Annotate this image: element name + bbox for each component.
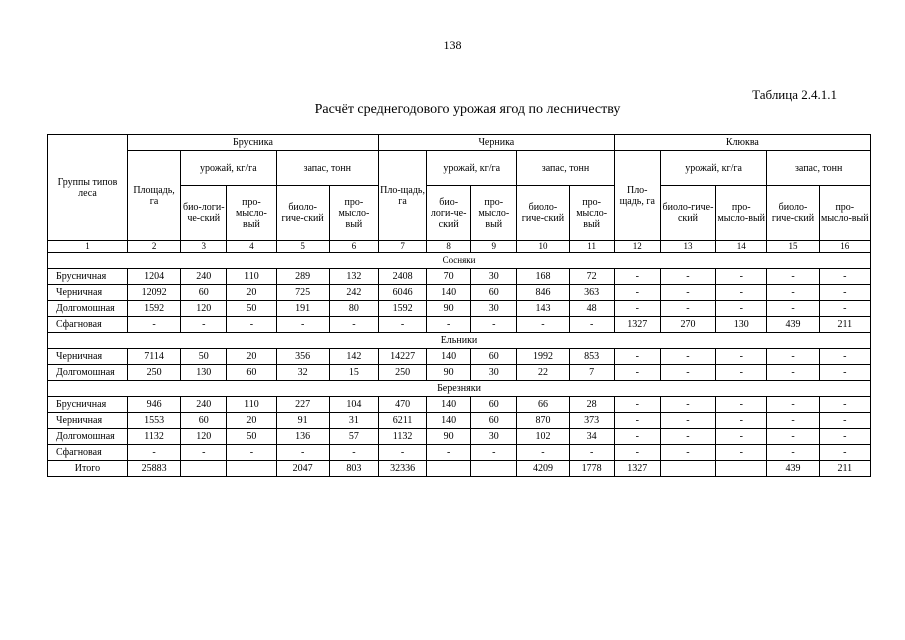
value-cell: - — [614, 269, 660, 285]
value-cell: 104 — [329, 397, 378, 413]
value-cell: 168 — [517, 269, 569, 285]
area-header: Пло-щадь, га — [378, 151, 426, 241]
header-berry-lingonberry: Брусника — [127, 135, 378, 151]
value-cell: 50 — [181, 349, 227, 365]
value-cell: - — [427, 317, 471, 333]
value-cell: 140 — [427, 413, 471, 429]
value-cell: - — [614, 301, 660, 317]
value-cell: 30 — [471, 301, 517, 317]
value-cell: 30 — [471, 269, 517, 285]
value-cell: - — [517, 317, 569, 333]
page-number: 138 — [443, 38, 462, 52]
value-cell: 34 — [569, 429, 614, 445]
section-title: Ельники — [48, 333, 871, 349]
table-row — [48, 349, 871, 365]
forest-type-cell: Долгомошная — [48, 365, 128, 381]
value-cell: 130 — [716, 317, 767, 333]
value-cell: 1553 — [127, 413, 180, 429]
value-cell: - — [716, 349, 767, 365]
value-cell: - — [329, 317, 378, 333]
value-cell: 211 — [819, 461, 870, 477]
value-cell: 25883 — [127, 461, 180, 477]
forest-type-cell: Черничная — [48, 349, 128, 365]
value-cell: - — [227, 445, 276, 461]
value-cell: - — [569, 317, 614, 333]
value-cell: 90 — [427, 365, 471, 381]
value-cell: 32 — [276, 365, 329, 381]
value-cell: 1592 — [378, 301, 426, 317]
column-number: 2 — [127, 241, 180, 253]
value-cell: - — [127, 317, 180, 333]
value-cell: 120 — [181, 301, 227, 317]
column-number: 8 — [427, 241, 471, 253]
value-cell: 30 — [471, 365, 517, 381]
section-row — [48, 381, 871, 397]
ind-stock-header: про-мысло-вый — [329, 186, 378, 241]
value-cell — [660, 461, 715, 477]
value-cell: - — [819, 429, 870, 445]
value-cell — [471, 461, 517, 477]
value-cell: 90 — [427, 301, 471, 317]
value-cell: - — [767, 413, 819, 429]
value-cell: - — [614, 413, 660, 429]
bio-yield-header: биоло-гиче-ский — [660, 186, 715, 241]
value-cell: - — [614, 397, 660, 413]
value-cell: 725 — [276, 285, 329, 301]
value-cell: 15 — [329, 365, 378, 381]
bio-stock-header: биоло-гиче-ский — [767, 186, 819, 241]
value-cell: - — [819, 285, 870, 301]
value-cell: 132 — [329, 269, 378, 285]
forest-type-cell: Долгомошная — [48, 301, 128, 317]
value-cell: - — [569, 445, 614, 461]
value-cell: - — [471, 445, 517, 461]
value-cell: 270 — [660, 317, 715, 333]
area-header: Площадь, га — [127, 151, 180, 241]
value-cell: 4209 — [517, 461, 569, 477]
value-cell: - — [767, 429, 819, 445]
value-cell: - — [660, 445, 715, 461]
value-cell: - — [767, 397, 819, 413]
value-cell: 91 — [276, 413, 329, 429]
yield-header: урожай, кг/га — [427, 151, 517, 186]
value-cell: 846 — [517, 285, 569, 301]
value-cell: - — [767, 285, 819, 301]
value-cell: 6211 — [378, 413, 426, 429]
value-cell: 1592 — [127, 301, 180, 317]
value-cell: - — [716, 413, 767, 429]
value-cell: - — [716, 429, 767, 445]
column-number: 12 — [614, 241, 660, 253]
table-row — [48, 301, 871, 317]
value-cell: - — [471, 317, 517, 333]
value-cell: 72 — [569, 269, 614, 285]
value-cell — [227, 461, 276, 477]
value-cell: - — [378, 445, 426, 461]
column-number: 4 — [227, 241, 276, 253]
group-header: Группы типов леса — [48, 135, 128, 241]
column-number: 14 — [716, 241, 767, 253]
value-cell: - — [378, 317, 426, 333]
value-cell: 31 — [329, 413, 378, 429]
column-number: 6 — [329, 241, 378, 253]
value-cell: 60 — [471, 349, 517, 365]
value-cell: - — [660, 301, 715, 317]
value-cell: 240 — [181, 397, 227, 413]
value-cell: - — [614, 349, 660, 365]
value-cell: - — [716, 445, 767, 461]
value-cell: 1992 — [517, 349, 569, 365]
value-cell: 12092 — [127, 285, 180, 301]
section-title: Сосняки — [48, 253, 871, 269]
value-cell: - — [819, 349, 870, 365]
column-number: 13 — [660, 241, 715, 253]
header-berry-cranberry: Клюква — [614, 135, 870, 151]
table-row — [48, 397, 871, 413]
value-cell: - — [819, 365, 870, 381]
table-row — [48, 269, 871, 285]
value-cell: 28 — [569, 397, 614, 413]
ind-yield-header: про-мысло-вый — [716, 186, 767, 241]
value-cell: 22 — [517, 365, 569, 381]
value-cell: 102 — [517, 429, 569, 445]
value-cell: 60 — [181, 285, 227, 301]
value-cell: 140 — [427, 285, 471, 301]
value-cell: - — [819, 413, 870, 429]
value-cell: 227 — [276, 397, 329, 413]
ind-stock-header: про-мысло-вый — [819, 186, 870, 241]
value-cell: 48 — [569, 301, 614, 317]
value-cell: - — [716, 269, 767, 285]
table-row — [48, 285, 871, 301]
section-title: Березняки — [48, 381, 871, 397]
yield-header: урожай, кг/га — [181, 151, 276, 186]
value-cell: 470 — [378, 397, 426, 413]
value-cell: - — [767, 445, 819, 461]
value-cell: 439 — [767, 461, 819, 477]
table-title: Расчёт среднегодового урожая ягод по лесничеству — [314, 102, 621, 117]
total-label: Итого — [48, 461, 128, 477]
value-cell: - — [276, 445, 329, 461]
value-cell: 6046 — [378, 285, 426, 301]
value-cell: - — [614, 445, 660, 461]
value-cell: 2047 — [276, 461, 329, 477]
value-cell: 250 — [378, 365, 426, 381]
value-cell: 20 — [227, 285, 276, 301]
value-cell: - — [716, 397, 767, 413]
value-cell: 803 — [329, 461, 378, 477]
bio-stock-header: биоло-гиче-ский — [517, 186, 569, 241]
table-row — [48, 365, 871, 381]
value-cell — [181, 461, 227, 477]
table-row — [48, 445, 871, 461]
value-cell: 143 — [517, 301, 569, 317]
column-number: 7 — [378, 241, 426, 253]
value-cell: 60 — [471, 285, 517, 301]
value-cell: - — [276, 317, 329, 333]
value-cell: - — [614, 285, 660, 301]
value-cell: 289 — [276, 269, 329, 285]
value-cell: 1327 — [614, 461, 660, 477]
value-cell: - — [767, 349, 819, 365]
value-cell: 60 — [471, 413, 517, 429]
value-cell: 50 — [227, 429, 276, 445]
value-cell: - — [329, 445, 378, 461]
forest-type-cell: Брусничная — [48, 269, 128, 285]
value-cell: 32336 — [378, 461, 426, 477]
value-cell: 57 — [329, 429, 378, 445]
column-number: 15 — [767, 241, 819, 253]
stock-header: запас, тонн — [517, 151, 614, 186]
value-cell: 142 — [329, 349, 378, 365]
value-cell: 7 — [569, 365, 614, 381]
value-cell: - — [660, 413, 715, 429]
value-cell: 191 — [276, 301, 329, 317]
table-id: Таблица 2.4.1.1 — [752, 87, 837, 102]
forest-type-cell: Сфагновая — [48, 317, 128, 333]
value-cell: - — [181, 317, 227, 333]
value-cell: 90 — [427, 429, 471, 445]
column-number: 16 — [819, 241, 870, 253]
bio-stock-header: биоло-гиче-ский — [276, 186, 329, 241]
value-cell: 50 — [227, 301, 276, 317]
table-row — [48, 317, 871, 333]
ind-yield-header: про-мысло-вый — [227, 186, 276, 241]
value-cell: - — [660, 397, 715, 413]
area-header: Пло-щадь, га — [614, 151, 660, 241]
forest-type-cell: Черничная — [48, 413, 128, 429]
value-cell: - — [819, 301, 870, 317]
value-cell: - — [819, 445, 870, 461]
value-cell — [427, 461, 471, 477]
value-cell: - — [716, 365, 767, 381]
value-cell: 240 — [181, 269, 227, 285]
value-cell: 140 — [427, 397, 471, 413]
value-cell: 110 — [227, 269, 276, 285]
value-cell: 20 — [227, 413, 276, 429]
value-cell: - — [767, 269, 819, 285]
column-number: 9 — [471, 241, 517, 253]
ind-stock-header: про-мысло-вый — [569, 186, 614, 241]
berry-yield-table — [47, 134, 871, 477]
value-cell: 870 — [517, 413, 569, 429]
column-number: 10 — [517, 241, 569, 253]
forest-type-cell: Брусничная — [48, 397, 128, 413]
header-berry-bilberry: Черника — [378, 135, 614, 151]
value-cell — [716, 461, 767, 477]
value-cell: 1132 — [378, 429, 426, 445]
column-number: 1 — [48, 241, 128, 253]
yield-header: урожай, кг/га — [660, 151, 767, 186]
value-cell: 70 — [427, 269, 471, 285]
column-number: 3 — [181, 241, 227, 253]
value-cell: 120 — [181, 429, 227, 445]
value-cell: - — [660, 429, 715, 445]
value-cell: 250 — [127, 365, 180, 381]
value-cell: 1327 — [614, 317, 660, 333]
column-number-row — [48, 241, 871, 253]
value-cell: 1132 — [127, 429, 180, 445]
value-cell: - — [660, 349, 715, 365]
value-cell: 136 — [276, 429, 329, 445]
table-row — [48, 429, 871, 445]
value-cell: - — [227, 317, 276, 333]
value-cell: - — [660, 365, 715, 381]
forest-type-cell: Черничная — [48, 285, 128, 301]
value-cell: 1778 — [569, 461, 614, 477]
value-cell: 363 — [569, 285, 614, 301]
bio-yield-header: био-логи-че-ский — [427, 186, 471, 241]
section-row — [48, 333, 871, 349]
value-cell: - — [716, 285, 767, 301]
value-cell: - — [517, 445, 569, 461]
value-cell: 242 — [329, 285, 378, 301]
total-row — [48, 461, 871, 477]
value-cell: 439 — [767, 317, 819, 333]
value-cell: - — [819, 397, 870, 413]
value-cell: 356 — [276, 349, 329, 365]
table-row — [48, 413, 871, 429]
value-cell: 140 — [427, 349, 471, 365]
value-cell: 130 — [181, 365, 227, 381]
ind-yield-header: про-мысло-вый — [471, 186, 517, 241]
value-cell: - — [181, 445, 227, 461]
value-cell: 946 — [127, 397, 180, 413]
table-body — [48, 241, 871, 477]
column-number: 11 — [569, 241, 614, 253]
value-cell: - — [660, 269, 715, 285]
value-cell: 80 — [329, 301, 378, 317]
value-cell: 60 — [181, 413, 227, 429]
value-cell: - — [767, 365, 819, 381]
value-cell: 110 — [227, 397, 276, 413]
value-cell: 2408 — [378, 269, 426, 285]
value-cell: 853 — [569, 349, 614, 365]
value-cell: - — [819, 269, 870, 285]
value-cell: 30 — [471, 429, 517, 445]
forest-type-cell: Долгомошная — [48, 429, 128, 445]
value-cell: - — [614, 365, 660, 381]
column-number: 5 — [276, 241, 329, 253]
value-cell: 1204 — [127, 269, 180, 285]
value-cell: 373 — [569, 413, 614, 429]
forest-type-cell: Сфагновая — [48, 445, 128, 461]
value-cell: - — [427, 445, 471, 461]
stock-header: запас, тонн — [767, 151, 871, 186]
value-cell: - — [767, 301, 819, 317]
value-cell: 7114 — [127, 349, 180, 365]
value-cell: 60 — [227, 365, 276, 381]
stock-header: запас, тонн — [276, 151, 378, 186]
value-cell: - — [127, 445, 180, 461]
value-cell: 14227 — [378, 349, 426, 365]
value-cell: 60 — [471, 397, 517, 413]
value-cell: - — [716, 301, 767, 317]
section-row — [48, 253, 871, 269]
bio-yield-header: био-логи-че-ский — [181, 186, 227, 241]
value-cell: 66 — [517, 397, 569, 413]
value-cell: - — [660, 285, 715, 301]
value-cell: 20 — [227, 349, 276, 365]
value-cell: - — [614, 429, 660, 445]
value-cell: 211 — [819, 317, 870, 333]
